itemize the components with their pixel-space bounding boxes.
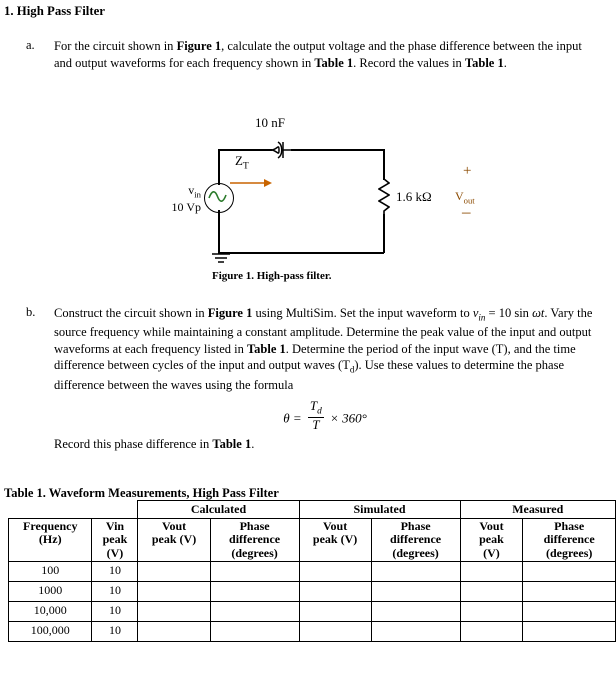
cell-sim-phase[interactable] [371, 562, 460, 582]
item-b-italic-2: ωt [532, 306, 545, 320]
item-b-text-2: using MultiSim. Set the input waveform to [252, 306, 473, 320]
col-header-meas-phase-l1: Phase [554, 519, 585, 533]
wire-left-bottom [218, 210, 220, 253]
item-a-text-2: , calculate the output voltage and the phase difference between the input and output waveforms for each frequency shown in [54, 39, 582, 70]
group-header-calculated: Calculated [138, 501, 299, 519]
cell-frequency: 100 [9, 562, 92, 582]
cell-meas-vout[interactable] [460, 602, 523, 622]
wire-top-right [291, 149, 384, 151]
col-header-meas-phase-l2: difference [543, 532, 595, 547]
col-header-sim-vout-l1: Vout [322, 519, 348, 533]
capacitor-icon [270, 139, 292, 165]
col-header-vin-l2: peak [102, 532, 128, 547]
cell-meas-phase[interactable] [523, 562, 616, 582]
col-header-calc-phase-l3: (degrees) [231, 545, 278, 560]
vin-subscript: in [194, 189, 201, 200]
cell-sim-vout[interactable] [299, 582, 371, 602]
wire-right-top [383, 149, 385, 180]
col-header-vin-peak [92, 519, 138, 562]
cell-calc-phase[interactable] [210, 622, 299, 642]
list-item-a-text [54, 38, 596, 71]
voltage-source-icon [204, 183, 234, 213]
item-b-text-5: . Determine the period of the input wave (T), and the time difference between cycles of the input and output waves (T [54, 341, 576, 373]
col-header-calc-vout-l1: Vout [161, 519, 187, 533]
item-b-text-6: ). Use these values to determine the phase difference between the waves using the formula [54, 358, 564, 392]
zt-subscript: T [242, 161, 249, 172]
cell-meas-phase[interactable] [523, 602, 616, 622]
formula-numerator-subscript: d [317, 406, 322, 417]
col-header-sim-phase-l2: difference [390, 532, 442, 547]
col-header-calc-phase [210, 519, 299, 562]
resistor-icon [378, 179, 390, 215]
table-row [9, 622, 616, 642]
item-b-sub-1: d [349, 364, 355, 375]
cell-calc-vout[interactable] [138, 582, 210, 602]
wire-bottom [218, 252, 384, 254]
col-header-vin-l1: Vin [105, 519, 125, 533]
col-header-meas-phase-l3: (degrees) [545, 545, 593, 560]
list-marker-b: b. [26, 305, 36, 319]
cell-calc-phase[interactable] [210, 582, 299, 602]
item-b-bold-3: Table 1 [212, 437, 252, 452]
table-title: Table 1. Waveform Measurements, High Pass Filter [4, 486, 279, 500]
cell-meas-vout[interactable] [460, 582, 523, 602]
col-header-meas-vout-l1: Vout [479, 519, 504, 533]
item-b-text-7: Record this phase difference in [54, 437, 213, 452]
item-b-text-3: = 10 sin [485, 306, 533, 320]
cell-sim-phase[interactable] [371, 622, 460, 642]
page-title: 1. High Pass Filter [4, 4, 105, 18]
wire-right-bottom [383, 214, 385, 253]
cell-meas-phase[interactable] [523, 622, 616, 642]
cell-sim-vout[interactable] [299, 622, 371, 642]
cell-sim-vout[interactable] [299, 602, 371, 622]
item-b-text-1: Construct the circuit shown in [54, 306, 208, 320]
polarity-minus-label: – [462, 202, 471, 221]
formula-numerator [308, 399, 324, 418]
cell-calc-phase[interactable] [210, 562, 299, 582]
source-label [157, 183, 201, 215]
table-body [9, 562, 616, 642]
col-header-calc-vout [138, 519, 210, 562]
table-group-header-row [9, 501, 616, 519]
cell-meas-vout[interactable] [460, 562, 523, 582]
vin-symbol: v [188, 183, 195, 197]
cell-vin: 10 [92, 562, 138, 582]
table-column-header-row [9, 519, 616, 562]
col-header-frequency-l1: Frequency [23, 519, 78, 533]
cell-calc-vout[interactable] [138, 602, 210, 622]
capacitor-value-label: 10 nF [255, 115, 285, 130]
vout-subscript: out [463, 195, 475, 206]
col-header-frequency [9, 519, 92, 562]
vout-symbol: V [455, 189, 464, 203]
formula-fraction [308, 399, 324, 432]
col-header-sim-phase-l3: (degrees) [392, 545, 439, 560]
col-header-meas-vout [460, 519, 523, 562]
phase-formula [54, 399, 596, 432]
cell-meas-phase[interactable] [523, 582, 616, 602]
item-b-bold-1: Figure 1 [207, 306, 253, 320]
cell-calc-phase[interactable] [210, 602, 299, 622]
formula-theta: θ [283, 410, 290, 426]
col-header-sim-vout [299, 519, 371, 562]
zt-symbol: Z [235, 153, 243, 168]
col-header-calc-phase-l2: difference [229, 532, 281, 547]
item-a-bold-3: Table 1 [464, 55, 504, 70]
polarity-plus-label: + [463, 163, 472, 179]
cell-frequency: 1000 [9, 582, 92, 602]
list-item-b [26, 305, 596, 453]
cell-calc-vout[interactable] [138, 622, 210, 642]
item-b-closing [54, 436, 596, 453]
cell-sim-phase[interactable] [371, 602, 460, 622]
col-header-meas-vout-l3: (V) [483, 545, 500, 560]
table-row [9, 602, 616, 622]
item-a-bold-2: Table 1 [314, 55, 354, 70]
item-a-text-3: . Record the values in [353, 55, 465, 70]
resistor-value-label: 1.6 kΩ [396, 189, 432, 204]
col-header-sim-phase [371, 519, 460, 562]
cell-sim-phase[interactable] [371, 582, 460, 602]
col-header-sim-phase-l1: Phase [400, 519, 431, 533]
cell-vin: 10 [92, 602, 138, 622]
col-header-calc-phase-l1: Phase [239, 519, 270, 533]
col-header-meas-phase [523, 519, 616, 562]
cell-sim-vout[interactable] [299, 562, 371, 582]
col-header-vin-l3: (V) [106, 545, 124, 560]
group-header-blank [9, 501, 92, 519]
item-a-bold-1: Figure 1 [176, 39, 222, 53]
item-b-text-4: . Vary the source frequency while maintaining a constant amplitude. Determine the peak value of the input and output waveforms at each frequency listed in [54, 306, 593, 356]
ground-icon [209, 253, 239, 267]
cell-calc-vout[interactable] [138, 562, 210, 582]
table-row [9, 582, 616, 602]
item-b-italic-sub-1: in [478, 312, 486, 323]
group-header-simulated: Simulated [299, 501, 460, 519]
measurements-table [8, 500, 616, 642]
list-item-a [26, 38, 596, 71]
zt-label [235, 153, 249, 172]
item-a-text-1: For the circuit shown in [54, 39, 177, 53]
table-row [9, 562, 616, 582]
circuit-figure [150, 115, 490, 290]
cell-vin: 10 [92, 582, 138, 602]
cell-frequency: 100,000 [9, 622, 92, 642]
item-a-text-4: . [503, 55, 507, 70]
cell-meas-vout[interactable] [460, 622, 523, 642]
zt-arrow-icon [230, 177, 272, 187]
col-header-sim-vout-l2: peak (V) [312, 532, 358, 547]
formula-equals: = [292, 410, 302, 426]
list-marker-a: a. [26, 38, 35, 52]
group-header-blank-2 [92, 501, 138, 519]
cell-frequency: 10,000 [9, 602, 92, 622]
item-b-bold-2: Table 1 [246, 341, 286, 356]
cell-vin: 10 [92, 622, 138, 642]
formula-numerator-symbol: T [309, 398, 318, 414]
col-header-frequency-l2: (Hz) [38, 532, 62, 547]
item-b-text-8: . [251, 437, 255, 452]
formula-times-360: × 360° [330, 410, 367, 426]
wire-left-vertical [218, 149, 220, 185]
item-b-italic-1: v [472, 306, 479, 320]
col-header-calc-vout-l2: peak (V) [151, 532, 197, 547]
group-header-measured: Measured [460, 501, 615, 519]
col-header-meas-vout-l2: peak [479, 532, 504, 547]
figure-caption: Figure 1. High-pass filter. [212, 270, 332, 282]
formula-denominator: T [312, 417, 320, 433]
list-item-b-text [54, 305, 596, 453]
wire-top-left [218, 149, 272, 151]
vin-value: 10 Vp [171, 200, 201, 215]
